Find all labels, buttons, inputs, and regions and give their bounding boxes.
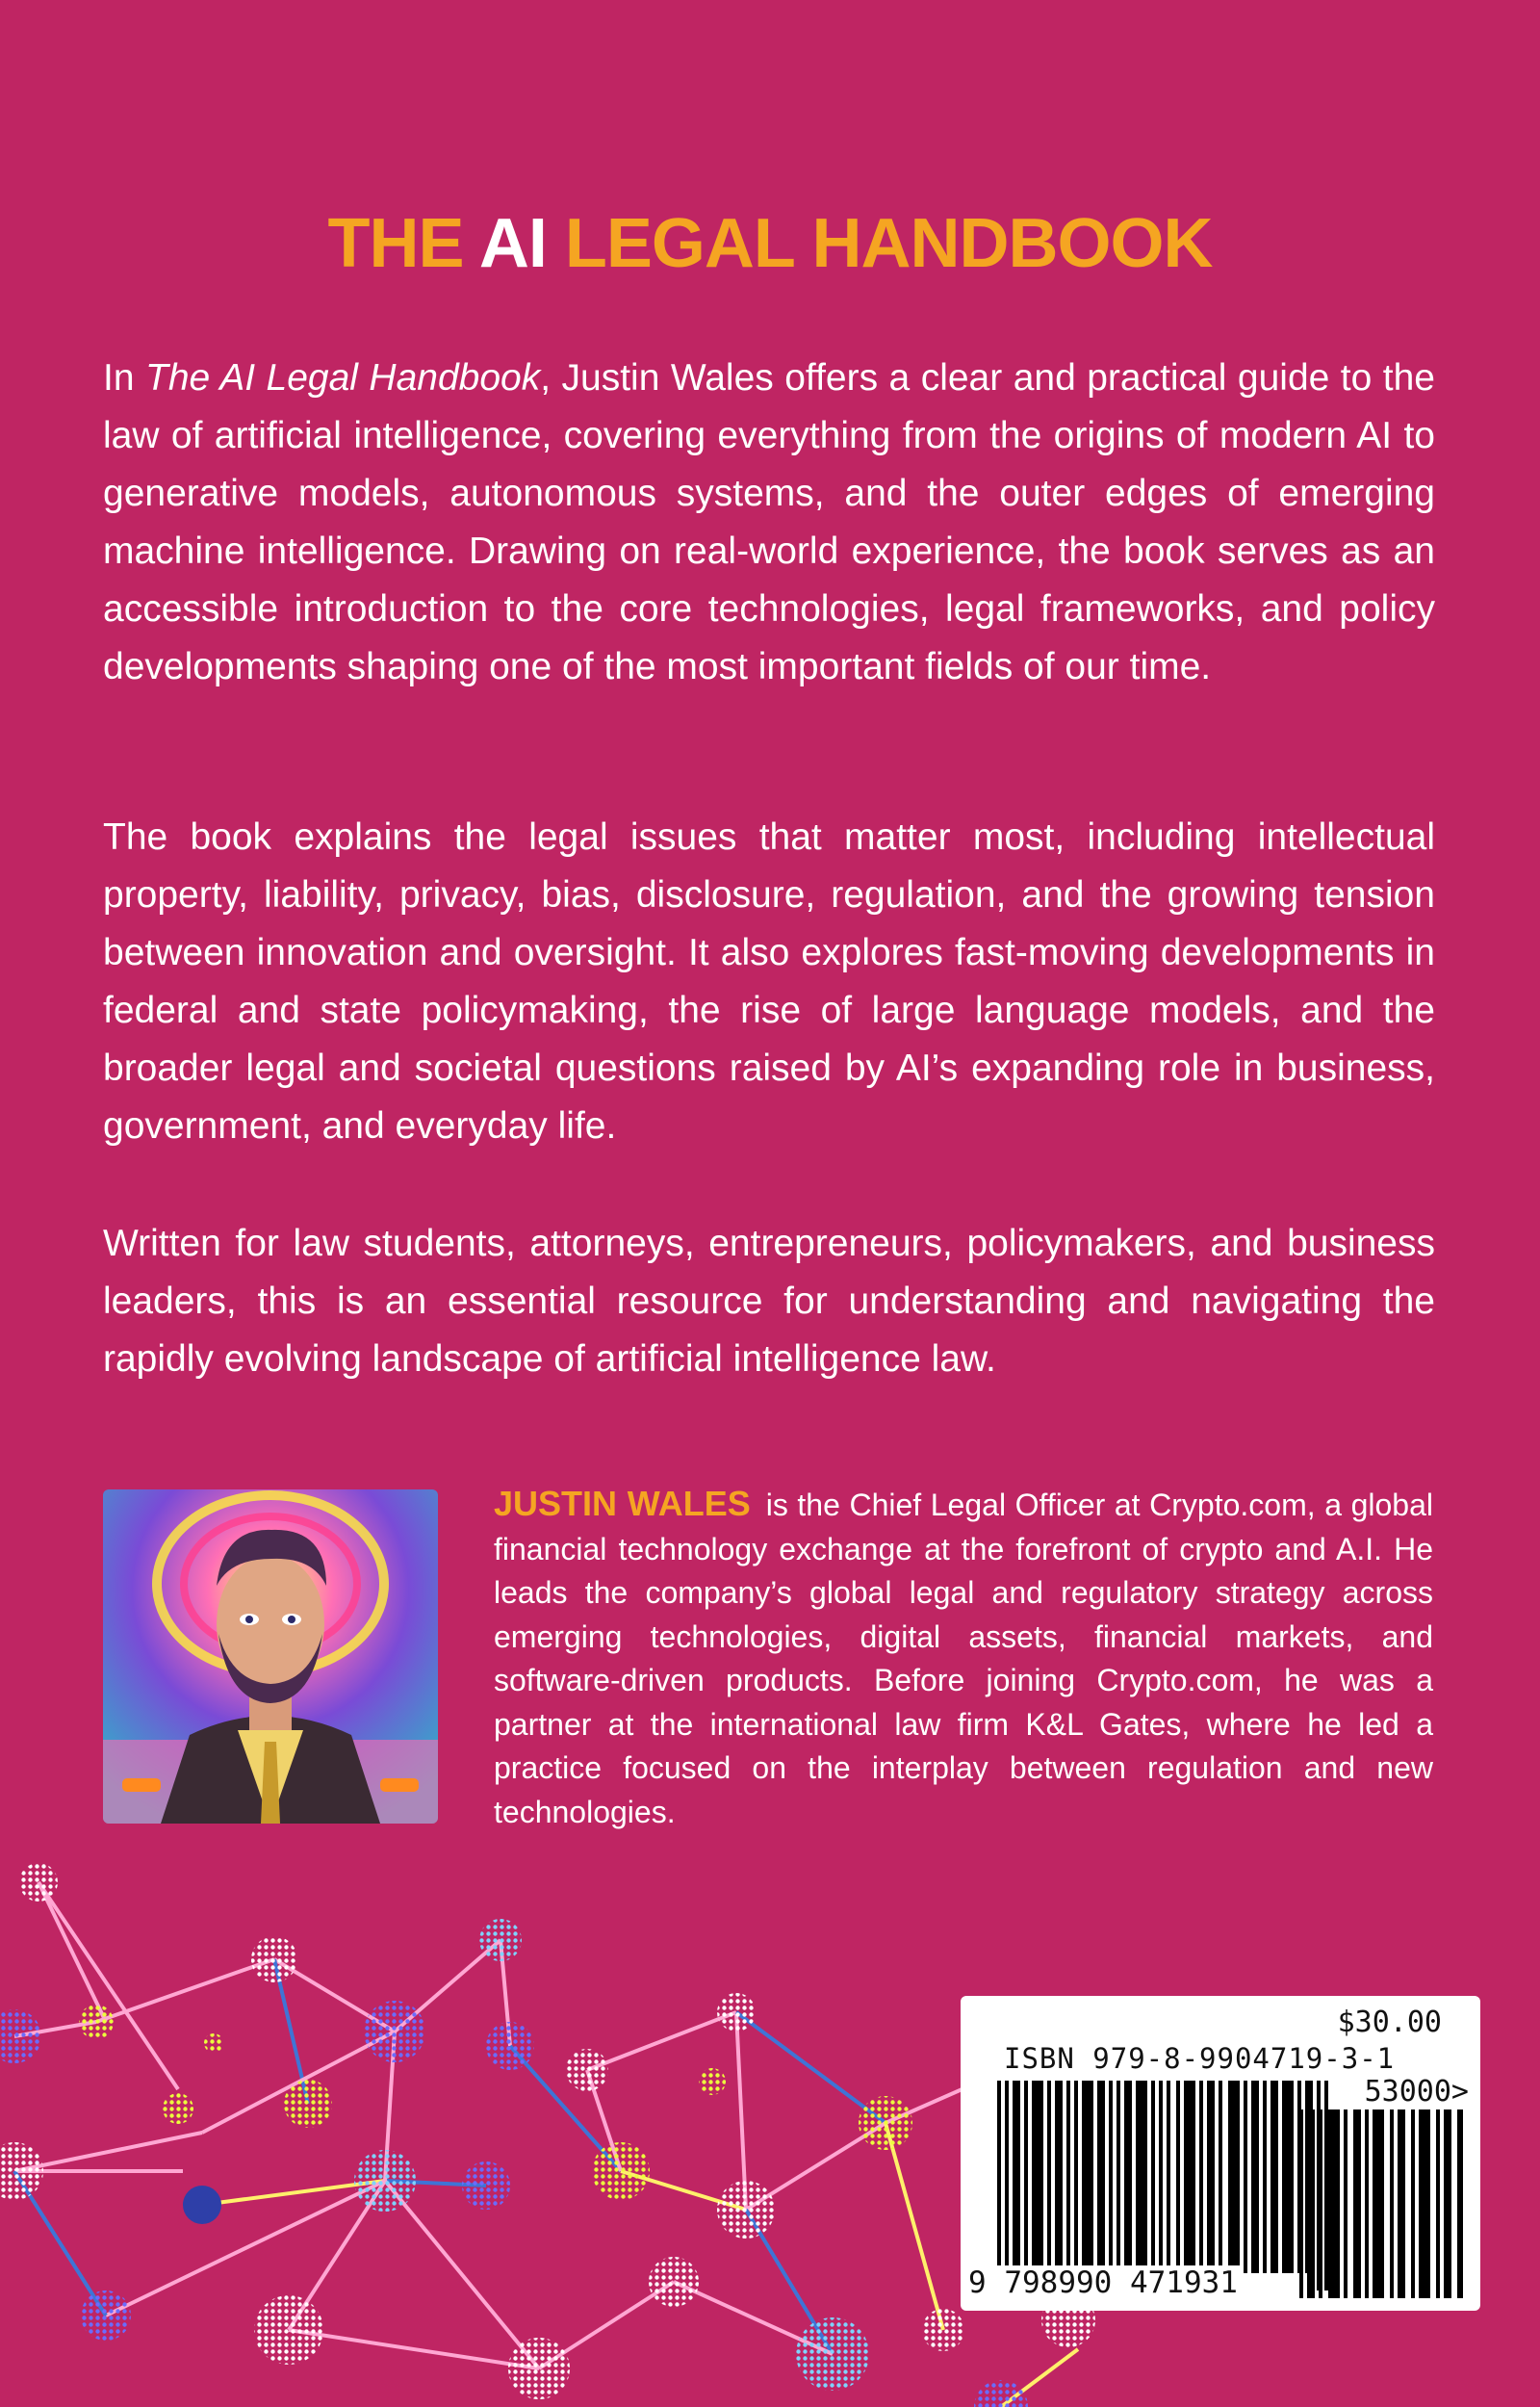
book-title: THE AI LEGAL HANDBOOK [327, 205, 1213, 282]
isbn-label: ISBN 979-8-9904719-3-1 [1004, 2042, 1396, 2075]
isbn-barcode [961, 1996, 1480, 2311]
price-addon-bars [1299, 2109, 1468, 2298]
ean-digits: 9 798990 471931 [968, 2265, 1238, 2300]
book-title-italic: The AI Legal Handbook [145, 357, 541, 399]
author-bio: JUSTIN WALES is the Chief Legal Officer at Crypto.com, a global financial technology exchange at the forefront of crypto and A.I. He leads the company’s global legal and regulatory strategy across emerging technologies, digital assets, financial markets, and software-driven products. Before joining Crypto.com, he was a partner at the international law firm K&L Gates, where he led a practice focused on the interplay between regulation and new technologies. [494, 1484, 1433, 1829]
author-name: JUSTIN WALES [494, 1484, 751, 1523]
author-portrait [103, 1489, 438, 1824]
blurb-paragraph-1: In The AI Legal Handbook, Justin Wales offers a clear and practical guide to the law of artificial intelligence, covering everything from the origins of modern AI to generative models, autonomous systems, and the outer edges of emerging machine intelligence. Drawing on real-world experience, the book serves as an accessible introduction to the core technologies, legal frameworks, and policy developments shaping one of the most important fields of our time. [103, 357, 1435, 687]
price-label: $30.00 [1337, 2006, 1442, 2039]
price-addon-digits: 53000> [1364, 2075, 1469, 2109]
blurb-paragraph-3: Written for law students, attorneys, entrepreneurs, policymakers, and business leaders, this is an essential resource for understanding and navigating the rapidly evolving landscape of artificial intelligence law. [103, 1223, 1435, 1380]
blurb-paragraph-2: The book explains the legal issues that matter most, including intellectual property, liability, privacy, bias, disclosure, regulation, and the growing tension between innovation and oversight. It also explores fast-moving developments in federal and state policymaking, the rise of large language models, and the broader legal and societal questions raised by AI’s expanding role in business, government, and everyday life. [103, 816, 1435, 1147]
